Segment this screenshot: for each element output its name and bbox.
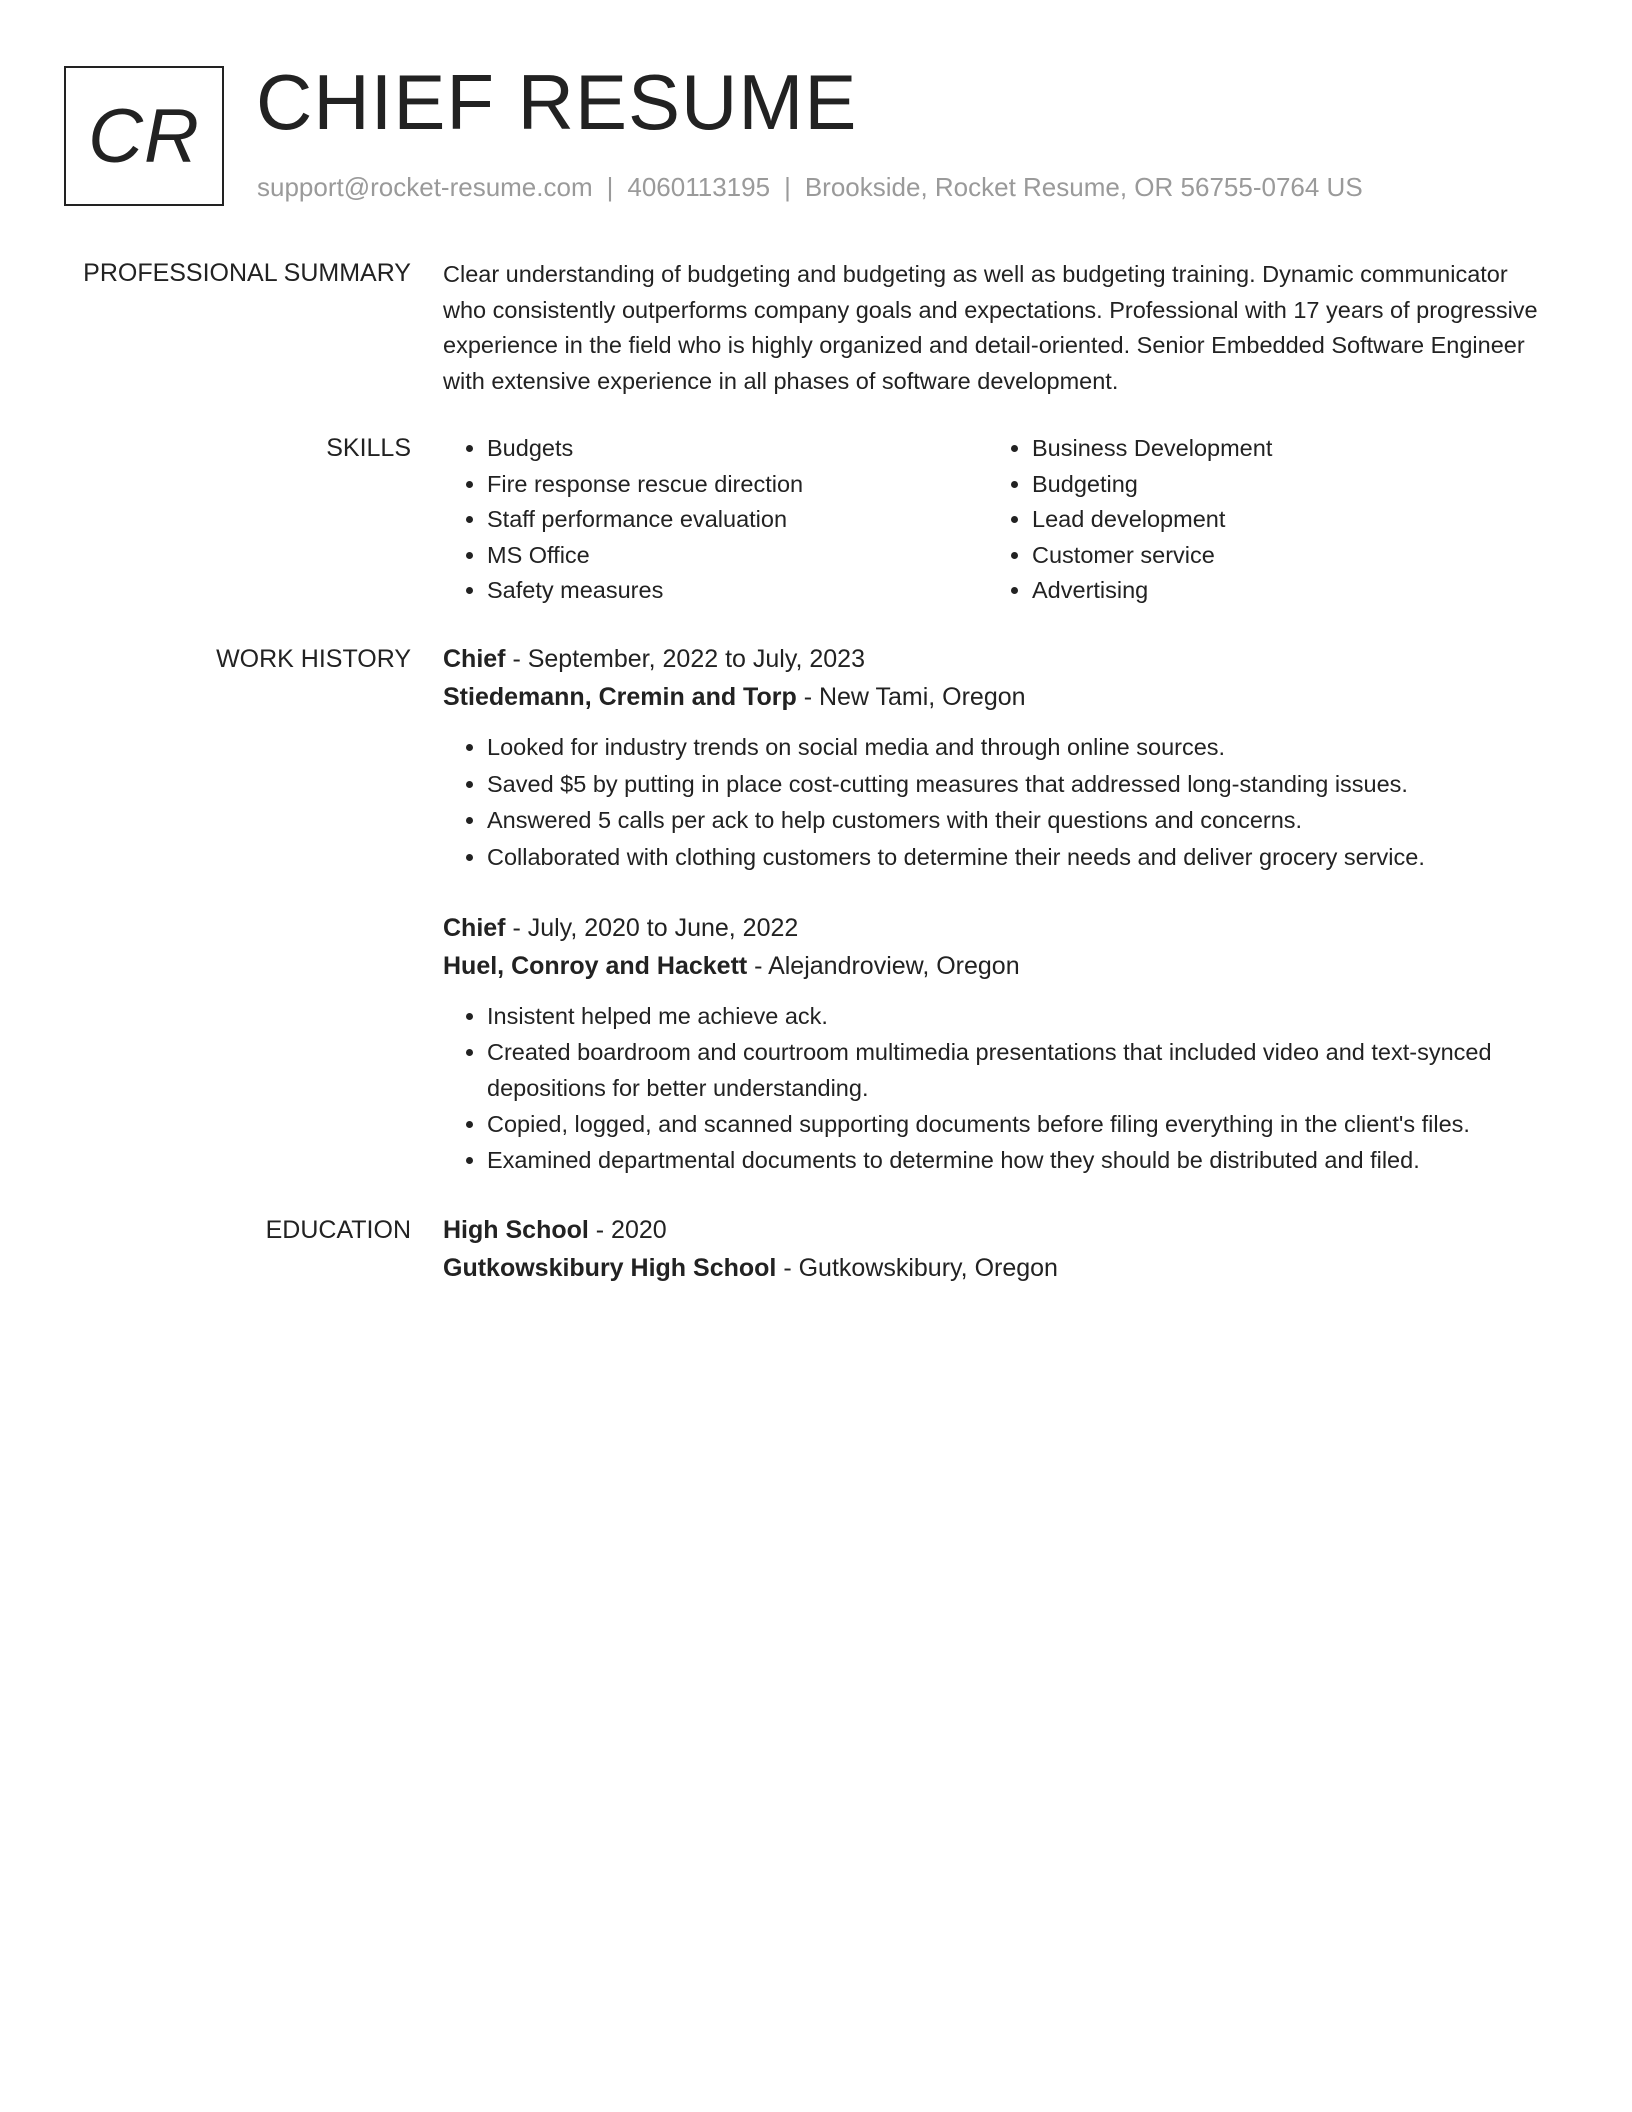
skills-column-right [988,431,1533,609]
job-company-line [443,947,1555,985]
skill-item: • Budgeting [1032,467,1533,503]
job-role: Chief [443,645,506,673]
education-entry [443,1211,1555,1287]
job-title-line [443,909,1555,947]
education-school-line [443,1249,1555,1287]
job-bullets [443,729,1555,875]
skill-item: • Fire response rescue direction [487,467,988,503]
skill-item: • Business Development [1032,431,1533,467]
job-title-line [443,640,1555,678]
skills-body [443,431,1555,609]
job-bullet: • Copied, logged, and scanned supporting documents before filing everything in the client's files. [487,1106,1555,1142]
skill-item: • Safety measures [487,573,988,609]
skill-item: • Customer service [1032,538,1533,574]
job-role: Chief [443,914,506,942]
skill-item: • Advertising [1032,573,1533,609]
job-bullet: • Examined departmental documents to determine how they should be distributed and filed. [487,1142,1555,1178]
contact-separator: | [784,172,791,202]
job-bullet: • Insistent helped me achieve ack. [487,998,1555,1034]
contact-phone[interactable]: 4060113195 [627,172,771,202]
job-bullet: • Collaborated with clothing customers to determine their needs and deliver grocery service. [487,839,1555,876]
contact-email[interactable]: support@rocket-resume.com [257,172,593,202]
education-year: - 2020 [588,1216,667,1244]
skills-list-left [443,431,988,609]
contact-address: Brookside, Rocket Resume, OR 56755-0764 US [804,172,1363,202]
job-bullet: • Saved $5 by putting in place cost-cutting measures that addressed long-standing issues. [487,766,1555,803]
contact-line [257,171,1363,205]
skill-item: • Staff performance evaluation [487,502,988,538]
job-company-line [443,678,1555,716]
education-degree: High School [443,1216,589,1244]
job-location: - Alejandroview, Oregon [747,952,1020,980]
education-school: Gutkowskibury High School [443,1254,777,1282]
skills-column-left [443,431,988,609]
skills-heading: SKILLS [326,434,411,462]
education-degree-line [443,1211,1555,1249]
skill-item: • MS Office [487,538,988,574]
work-history-heading: WORK HISTORY [216,645,411,673]
summary-text: Clear understanding of budgeting and budgeting as well as budgeting training. Dynamic communicator who consistently outperforms company goals and expectations. Professional with 17 years of progressive experience in the field who is highly organized and detail-oriented. Senior Embedded Software Engineer with extensive experience in all phases of software development. [443,261,1538,394]
skills-list-right [988,431,1533,609]
job-bullets [443,998,1555,1178]
contact-separator: | [606,172,614,202]
job-bullet: • Answered 5 calls per ack to help customers with their questions and concerns. [487,802,1555,839]
skill-item: • Budgets [487,431,988,467]
education-heading: EDUCATION [265,1216,411,1244]
job-entry [443,640,1555,875]
summary-heading: PROFESSIONAL SUMMARY [83,259,411,287]
job-bullet: • Created boardroom and courtroom multimedia presentations that included video and text-synced depositions for better understanding. [487,1034,1555,1106]
education-location: - Gutkowskibury, Oregon [776,1254,1058,1282]
job-dates: - September, 2022 to July, 2023 [505,645,865,673]
job-entry [443,909,1555,1178]
job-dates: - July, 2020 to June, 2022 [505,914,799,942]
job-bullet: • Looked for industry trends on social media and through online sources. [487,729,1555,766]
job-location: - New Tami, Oregon [796,683,1026,711]
skill-item: • Lead development [1032,502,1533,538]
job-company: Stiedemann, Cremin and Torp [443,683,797,711]
candidate-name: CHIEF RESUME [256,58,858,146]
job-company: Huel, Conroy and Hackett [443,952,748,980]
summary-body [443,257,1555,399]
skills-columns [443,431,1555,609]
monogram-badge: CR [64,66,224,206]
